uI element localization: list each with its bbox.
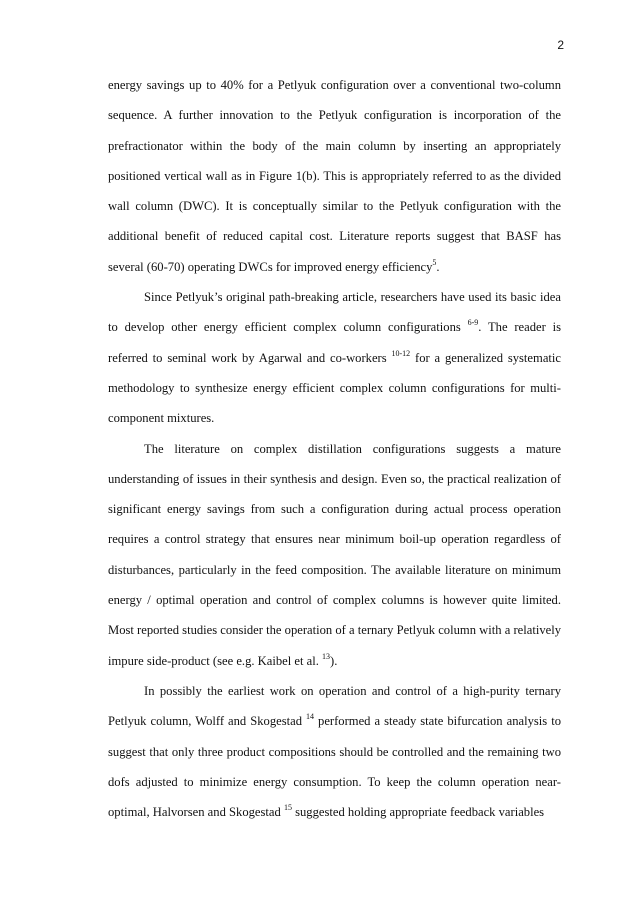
paragraph: [108, 434, 561, 676]
paragraph: [108, 70, 561, 282]
page-number: 2: [557, 38, 564, 52]
paragraph-text: performed a steady state bifurcation analysis to suggest that only three product compositions should be controlled and the remaining two dofs adjusted to minimize energy consumption. To keep the column operation near-optimal, Halvorsen and Skogestad: [108, 714, 561, 820]
body-text: [108, 70, 561, 827]
paragraph-text: Since Petlyuk’s original path-breaking article, researchers have used its basic idea to develop other energy efficient complex column configurations: [108, 290, 561, 335]
citation-superscript: 15: [283, 803, 292, 813]
citation-superscript: 6-9: [467, 318, 479, 328]
paragraph-text: ).: [330, 653, 338, 668]
paragraph-text: for a generalized systematic methodology to synthesize energy efficient complex column configurations for multi-component mixtures.: [108, 350, 561, 426]
paragraph-text: .: [436, 259, 440, 274]
paragraph: [108, 676, 561, 827]
paragraph-text: suggested holding appropriate feedback variables: [291, 805, 545, 820]
paragraph-text: In possibly the earliest work on operation and control of a high-purity ternary Petlyuk column, Wolff and Skogestad: [108, 683, 561, 729]
citation-superscript: 5: [432, 257, 437, 267]
paragraph-text: . The reader is referred to seminal work by Agarwal and co-workers: [108, 320, 561, 365]
citation-superscript: 14: [306, 712, 315, 722]
paragraph: [108, 282, 561, 433]
paragraph-text: energy savings up to 40% for a Petlyuk configuration over a conventional two-column sequence. A further innovation to the Petlyuk configuration is incorporation of the prefractionator within the body of the main column by inserting an appropriately positioned vertical wall as in Figure 1(b). This is appropriately referred to as the divided wall column (DWC). It is conceptually similar to the Petlyuk configuration with the additional benefit of reduced capital cost. Literature reports suggest that BASF has several (60-70) operating DWCs for improved energy efficiency: [108, 78, 561, 274]
paragraph-text: The literature on complex distillation configurations suggests a mature understanding of issues in their synthesis and design. Even so, the practical realization of significant energy savings from such a configuration during actual process operation requires a control strategy that ensures near minimum boil-up operation regardless of disturbances, particularly in the feed composition. The available literature on minimum energy / optimal operation and control of complex columns is however quite limited. Most reported studies consider the operation of a ternary Petlyuk column with a relatively impure side-product (see e.g. Kaibel et al.: [108, 441, 561, 668]
citation-superscript: 13: [322, 651, 331, 661]
citation-superscript: 10-12: [391, 348, 411, 358]
